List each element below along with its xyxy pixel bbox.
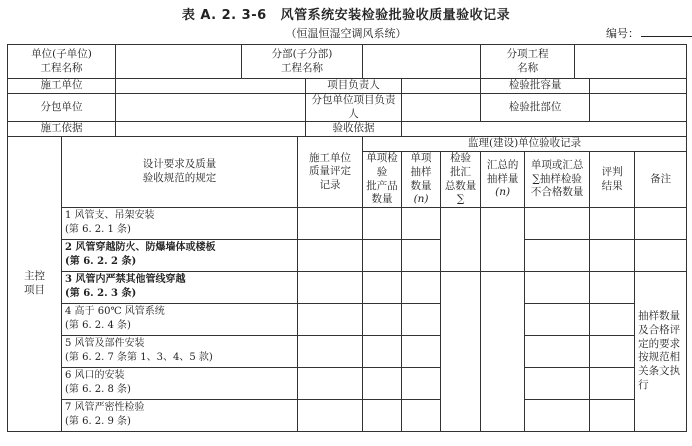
item-4: 4 高于 60℃ 风管系统 (第 6. 2. 4 条) — [62, 303, 298, 335]
main-control-label: 主控 项目 — [8, 137, 62, 432]
document-title — [0, 4, 692, 23]
item-6-unqualified[interactable] — [525, 367, 590, 399]
subcontract-leader-value[interactable] — [402, 94, 481, 122]
item-4-result[interactable] — [590, 303, 635, 335]
item-1-unqualified[interactable] — [525, 207, 590, 239]
item-2-remark — [635, 239, 687, 271]
remark-text: 抽样数量及合格评定的要求按规范相关条文执行 — [635, 271, 687, 431]
item-4-sub-qty[interactable] — [363, 303, 402, 335]
sub-qty-header: 单项检验 批产品 数量 — [363, 152, 402, 208]
batch-total-cell-a[interactable] — [441, 207, 481, 271]
item-1-self-eval[interactable] — [298, 207, 363, 239]
item-2-sub-sample[interactable] — [402, 239, 441, 271]
item-7-self-eval[interactable] — [298, 399, 363, 431]
item-1: 1 风管支、吊架安装 (第 6. 2. 1 条) — [62, 207, 298, 239]
item-4-self-eval[interactable] — [298, 303, 363, 335]
batch-location-label: 检验批部位 — [481, 94, 590, 122]
item-6-sub-qty[interactable] — [363, 367, 402, 399]
item-3-result[interactable] — [590, 271, 635, 303]
item-project-name-label: 分项工程 名称 — [481, 45, 575, 79]
construction-basis-value[interactable] — [116, 122, 306, 137]
item-1-result[interactable] — [590, 207, 635, 239]
item-5-sub-qty[interactable] — [363, 335, 402, 367]
item-5-unqualified[interactable] — [525, 335, 590, 367]
total-sample-cell-a[interactable] — [481, 207, 525, 271]
item-3-sub-qty[interactable] — [363, 271, 402, 303]
design-requirement-header: 设计要求及质量 验收规范的规定 — [62, 137, 298, 208]
item-5: 5 风管及部件安装 (第 6. 2. 7 条第 1、3、4、5 款) — [62, 335, 298, 367]
item-7-unqualified[interactable] — [525, 399, 590, 431]
item-2-self-eval[interactable] — [298, 239, 363, 271]
item-project-name-value[interactable] — [575, 45, 687, 79]
result-header: 评判 结果 — [590, 152, 635, 208]
item-6-self-eval[interactable] — [298, 367, 363, 399]
item-2: 2 风管穿越防火、防爆墙体或楼板 (第 6. 2. 2 条) — [62, 239, 298, 271]
supervision-header: 监理(建设)单位验收记录 — [363, 137, 687, 152]
code-field[interactable] — [606, 25, 692, 41]
item-1-remark — [635, 207, 687, 239]
unqualified-header: 单项或汇总 ∑抽样检验 不合格数量 — [525, 152, 590, 208]
item-2-sub-qty[interactable] — [363, 239, 402, 271]
item-5-sub-sample[interactable] — [402, 335, 441, 367]
item-3-unqualified[interactable] — [525, 271, 590, 303]
batch-capacity-value[interactable] — [590, 79, 687, 94]
item-3-self-eval[interactable] — [298, 271, 363, 303]
code-blank[interactable] — [641, 26, 692, 37]
item-4-sub-sample[interactable] — [402, 303, 441, 335]
document-subtitle: （恒温恒湿空调风系统） — [285, 27, 407, 40]
item-5-result[interactable] — [590, 335, 635, 367]
remark-header: 备注 — [635, 152, 687, 208]
construction-basis-label: 施工依据 — [8, 122, 116, 137]
project-leader-value[interactable] — [402, 79, 481, 94]
item-2-unqualified[interactable] — [525, 239, 590, 271]
project-leader-label: 项目负责人 — [306, 79, 402, 94]
acceptance-basis-label: 验收依据 — [306, 122, 402, 137]
subcontract-leader-label: 分包单位项目负责人 — [306, 94, 402, 122]
item-6: 6 风口的安装 (第 6. 2. 8 条) — [62, 367, 298, 399]
construction-unit-value[interactable] — [116, 79, 306, 94]
subcontract-unit-label: 分包单位 — [8, 94, 116, 122]
table-number: 表 A. 2. 3-6 — [181, 8, 267, 23]
item-7-sub-sample[interactable] — [402, 399, 441, 431]
item-5-self-eval[interactable] — [298, 335, 363, 367]
self-eval-header: 施工单位 质量评定 记录 — [298, 137, 363, 208]
total-sample-header: 汇总的 抽样量 (n) — [481, 152, 525, 208]
construction-unit-label: 施工单位 — [8, 79, 116, 94]
code-label: 编号： — [606, 27, 639, 40]
item-3: 3 风管内严禁其他管线穿越 (第 6. 2. 3 条) — [62, 271, 298, 303]
item-1-sub-sample[interactable] — [402, 207, 441, 239]
unit-project-name-label: 单位(子单位) 工程名称 — [8, 45, 116, 79]
unit-project-name-value[interactable] — [116, 45, 242, 79]
item-7-sub-qty[interactable] — [363, 399, 402, 431]
item-7: 7 风管严密性检验 (第 6. 2. 9 条) — [62, 399, 298, 431]
batch-total-header: 检验 批汇 总数量∑ — [441, 152, 481, 208]
item-6-result[interactable] — [590, 367, 635, 399]
acceptance-record-table — [7, 44, 687, 432]
title-text: 风管系统安装检验批验收质量验收记录 — [280, 8, 511, 23]
sub-sample-header: 单项 抽样 数量(n) — [402, 152, 441, 208]
subcontract-unit-value[interactable] — [116, 94, 306, 122]
batch-capacity-label: 检验批容量 — [481, 79, 590, 94]
item-7-result[interactable] — [590, 399, 635, 431]
item-6-sub-sample[interactable] — [402, 367, 441, 399]
sub-project-name-label: 分部(子分部) 工程名称 — [242, 45, 363, 79]
item-4-unqualified[interactable] — [525, 303, 590, 335]
sub-project-name-value[interactable] — [363, 45, 481, 79]
total-sample-cell-b[interactable] — [481, 271, 525, 431]
item-1-sub-qty[interactable] — [363, 207, 402, 239]
batch-total-cell-b[interactable] — [441, 271, 481, 431]
acceptance-basis-value[interactable] — [402, 122, 687, 137]
item-3-sub-sample[interactable] — [402, 271, 441, 303]
item-2-result[interactable] — [590, 239, 635, 271]
batch-location-value[interactable] — [590, 94, 687, 122]
